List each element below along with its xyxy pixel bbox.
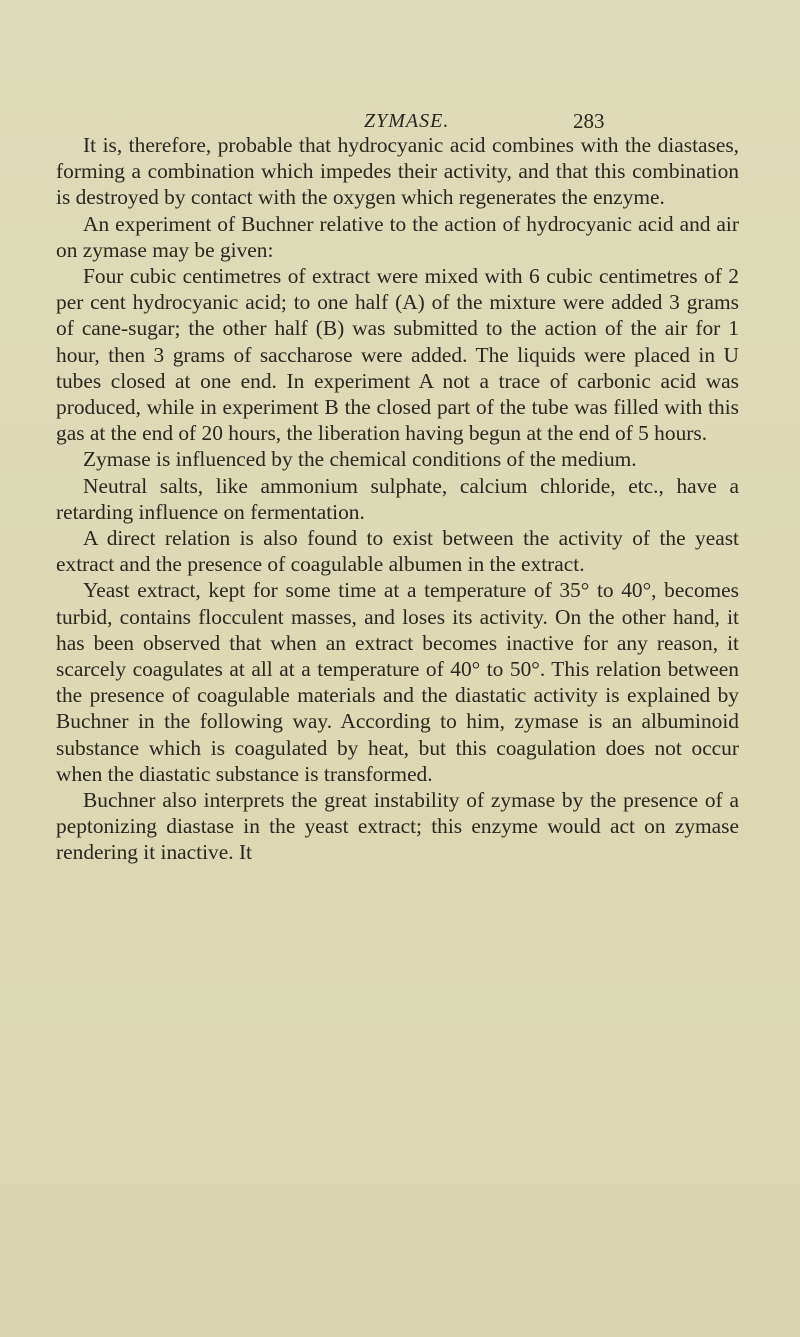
- paragraph: Zymase is influenced by the chemical conditions of the medium.: [83, 447, 637, 472]
- running-title: ZYMASE.: [364, 110, 450, 132]
- paragraph: A direct relation is also found to exist between the activity of the yeast extract and the presence of coagulable albumen in the extract.: [56, 526, 739, 577]
- body-text: [56, 132, 739, 866]
- paragraph: It is, therefore, probable that hydrocyanic acid combines with the diastases, forming a combination which impedes their activity, and that this combination is destroyed by contact with the oxygen which regenerates the enzyme.: [56, 133, 739, 210]
- paragraph: Yeast extract, kept for some time at a temperature of 35° to 40°, becomes turbid, contains flocculent masses, and loses its activity. On the other hand, it has been observed that when an extract becomes inactive for any reason, it scarcely coagulates at all at a temperature of 40° to 50°. This relation between the presence of coagulable materials and the diastatic activity is explained by Buchner in the following way. According to him, zymase is an albuminoid substance which is coagulated by heat, but this coagulation does not occur when the diastatic substance is transformed.: [56, 578, 739, 786]
- paragraph: An experiment of Buchner relative to the action of hydrocyanic acid and air on zymase may be given:: [56, 211, 739, 262]
- running-head: [0, 108, 800, 134]
- paragraph: Neutral salts, like ammonium sulphate, calcium chloride, etc., have a retarding influence on fermentation.: [56, 473, 739, 524]
- page-number: 283: [573, 109, 605, 133]
- paragraph: Buchner also interprets the great instability of zymase by the presence of a peptonizing diastase in the yeast extract; this enzyme would act on zymase rendering it inactive. It: [56, 788, 739, 865]
- paragraph: Four cubic centimetres of extract were mixed with 6 cubic centimetres of 2 per cent hydrocyanic acid; to one half (A) of the mixture were added 3 grams of cane-sugar; the other half (B) was submitted to the action of the air for 1 hour, then 3 grams of saccharose were added. The liquids were placed in U tubes closed at one end. In experiment A not a trace of carbonic acid was produced, while in experiment B the closed part of the tube was filled with this gas at the end of 20 hours, the liberation having begun at the end of 5 hours.: [56, 264, 739, 446]
